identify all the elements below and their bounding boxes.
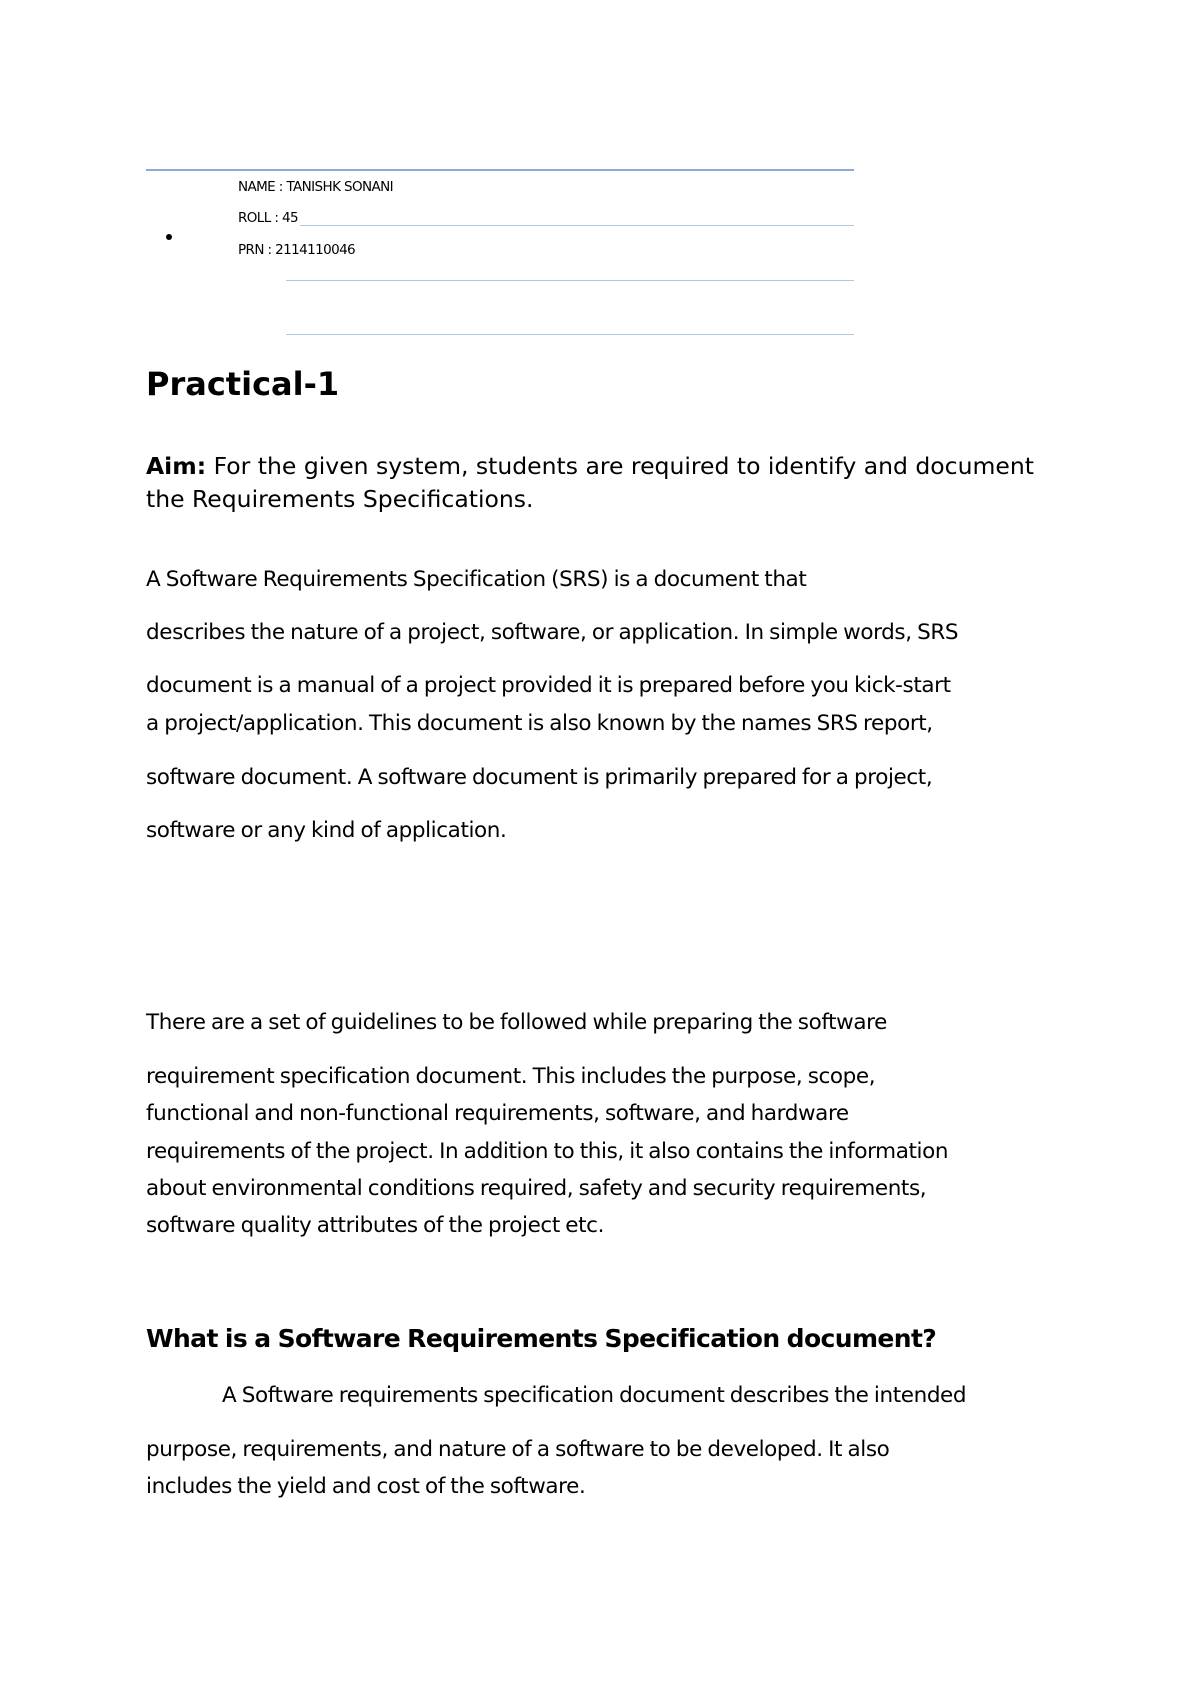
paragraph-1-line-6: software or any kind of application. [146, 818, 507, 843]
header-rule-1 [300, 225, 854, 226]
header-top-rule [146, 169, 854, 171]
paragraph-2-line-4: requirements of the project. In addition to this, it also contains the information [146, 1139, 949, 1164]
aim-text: For the given system, students are required to identify and document the Requirements Specifications. [146, 452, 1034, 513]
paragraph-1-line-2: describes the nature of a project, software, or application. In simple words, SRS [146, 620, 959, 645]
bullet-icon [166, 234, 172, 240]
paragraph-1-line-1: A Software Requirements Specification (SRS) is a document that [146, 567, 807, 592]
section-heading: What is a Software Requirements Specification document? [146, 1324, 937, 1353]
prn-number: PRN : 2114110046 [238, 242, 356, 258]
header-rule-2 [286, 280, 854, 281]
paragraph-1-line-5: software document. A software document is primarily prepared for a project, [146, 765, 933, 790]
aim-statement [146, 450, 1046, 516]
paragraph-2-line-6: software quality attributes of the project etc. [146, 1213, 605, 1238]
paragraph-3-line-3: includes the yield and cost of the software. [146, 1474, 586, 1499]
header-rule-3 [286, 334, 854, 335]
roll-number: ROLL : 45 [238, 210, 298, 226]
paragraph-1-line-4: a project/application. This document is also known by the names SRS report, [146, 711, 933, 736]
paragraph-2-line-1: There are a set of guidelines to be followed while preparing the software [146, 1010, 887, 1035]
paragraph-2-line-5: about environmental conditions required, safety and security requirements, [146, 1176, 927, 1201]
page-title: Practical-1 [146, 365, 340, 403]
paragraph-3-line-1: A Software requirements specification document describes the intended [222, 1383, 967, 1408]
paragraph-3-line-2: purpose, requirements, and nature of a software to be developed. It also [146, 1437, 890, 1462]
student-name: NAME : TANISHK SONANI [238, 179, 394, 195]
paragraph-2-line-2: requirement specification document. This includes the purpose, scope, [146, 1064, 876, 1089]
paragraph-2-line-3: functional and non-functional requirements, software, and hardware [146, 1101, 849, 1126]
aim-label: Aim: [146, 452, 207, 480]
paragraph-1-line-3: document is a manual of a project provided it is prepared before you kick-start [146, 673, 951, 698]
